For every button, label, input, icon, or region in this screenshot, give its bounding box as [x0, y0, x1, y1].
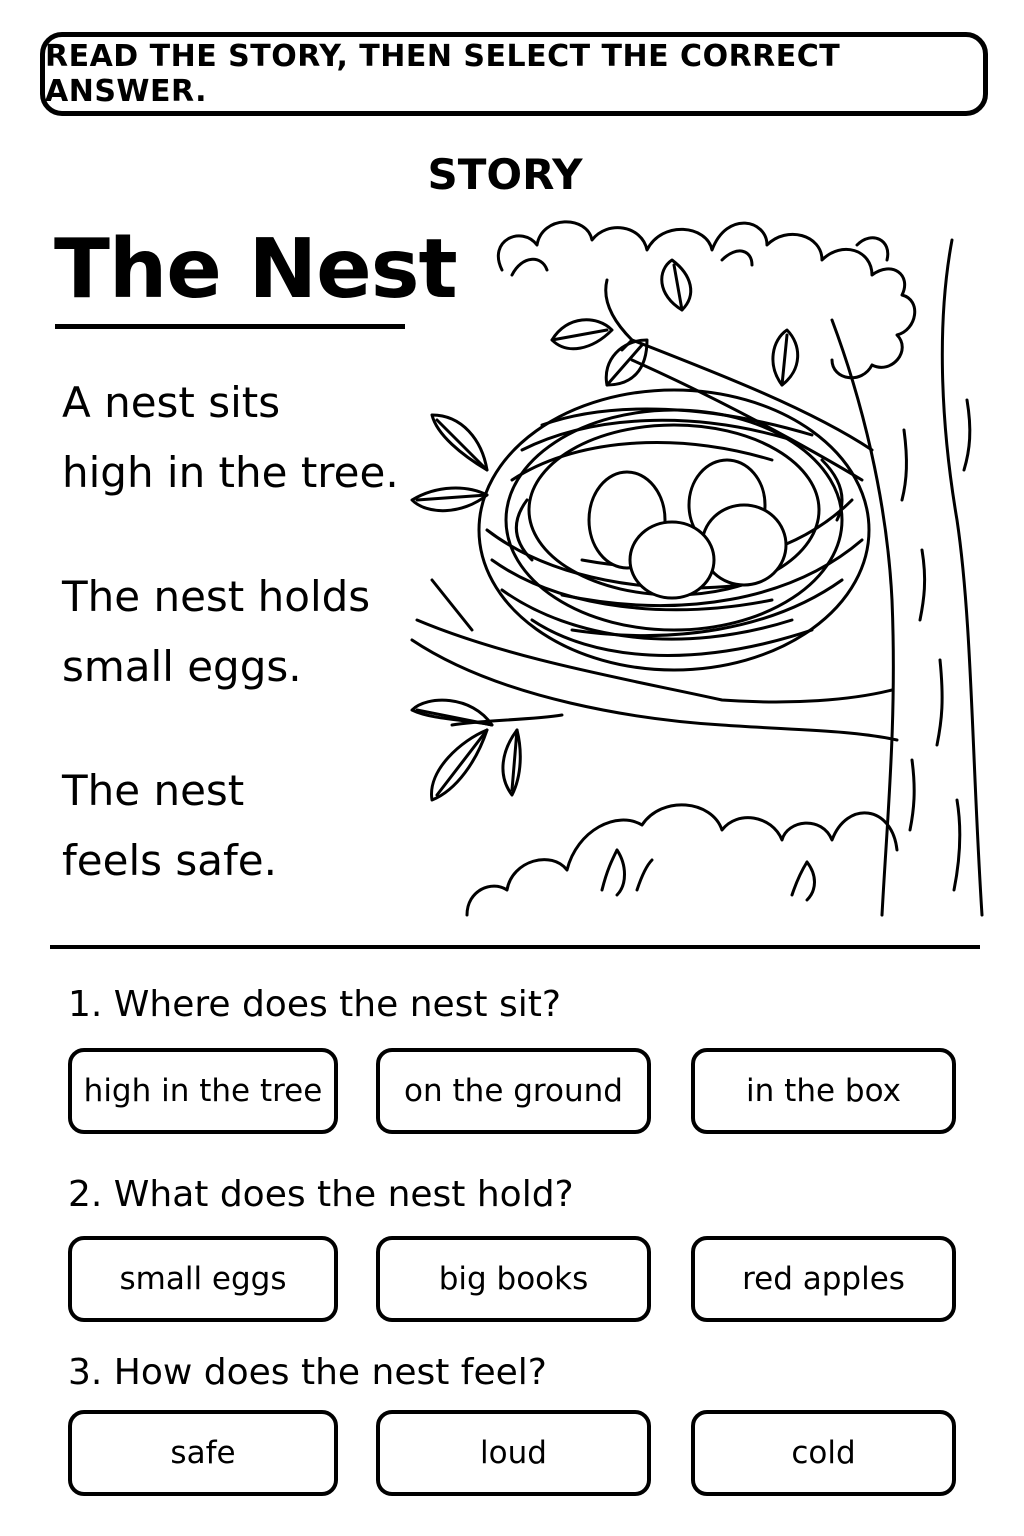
instruction-banner: [40, 32, 988, 116]
title-underline: [55, 324, 405, 329]
q3-choice-2[interactable]: loud: [376, 1410, 651, 1496]
tree-nest-eggs-illustration: [392, 200, 1002, 920]
q3-choice-1[interactable]: safe: [68, 1410, 338, 1496]
lower-branch: [417, 620, 892, 702]
story-line: A nest sits: [62, 378, 281, 427]
eggs: [589, 460, 786, 598]
story-line: The nest: [62, 766, 245, 815]
section-divider: [50, 945, 980, 949]
bushes: [467, 805, 897, 915]
story-line: The nest holds: [62, 572, 371, 621]
story-line: feels safe.: [62, 836, 277, 885]
foliage-outline: [498, 222, 914, 378]
q1-choice-3[interactable]: in the box: [691, 1048, 956, 1134]
question-1: 1. Where does the nest sit?: [68, 984, 561, 1025]
q2-choice-1[interactable]: small eggs: [68, 1236, 338, 1322]
question-3: 3. How does the nest feel?: [68, 1352, 547, 1393]
q2-choice-3[interactable]: red apples: [691, 1236, 956, 1322]
story-title: The Nest: [54, 222, 457, 317]
question-2: 2. What does the nest hold?: [68, 1174, 574, 1215]
q1-choice-2[interactable]: on the ground: [376, 1048, 651, 1134]
instruction-text: READ THE STORY, THEN SELECT THE CORRECT ANSWER.: [45, 39, 841, 109]
q3-choice-3[interactable]: cold: [691, 1410, 956, 1496]
q2-choice-2[interactable]: big books: [376, 1236, 651, 1322]
story-line: high in the tree.: [62, 448, 399, 497]
story-heading: STORY: [427, 150, 583, 199]
q1-choice-1[interactable]: high in the tree: [68, 1048, 338, 1134]
story-line: small eggs.: [62, 642, 302, 691]
